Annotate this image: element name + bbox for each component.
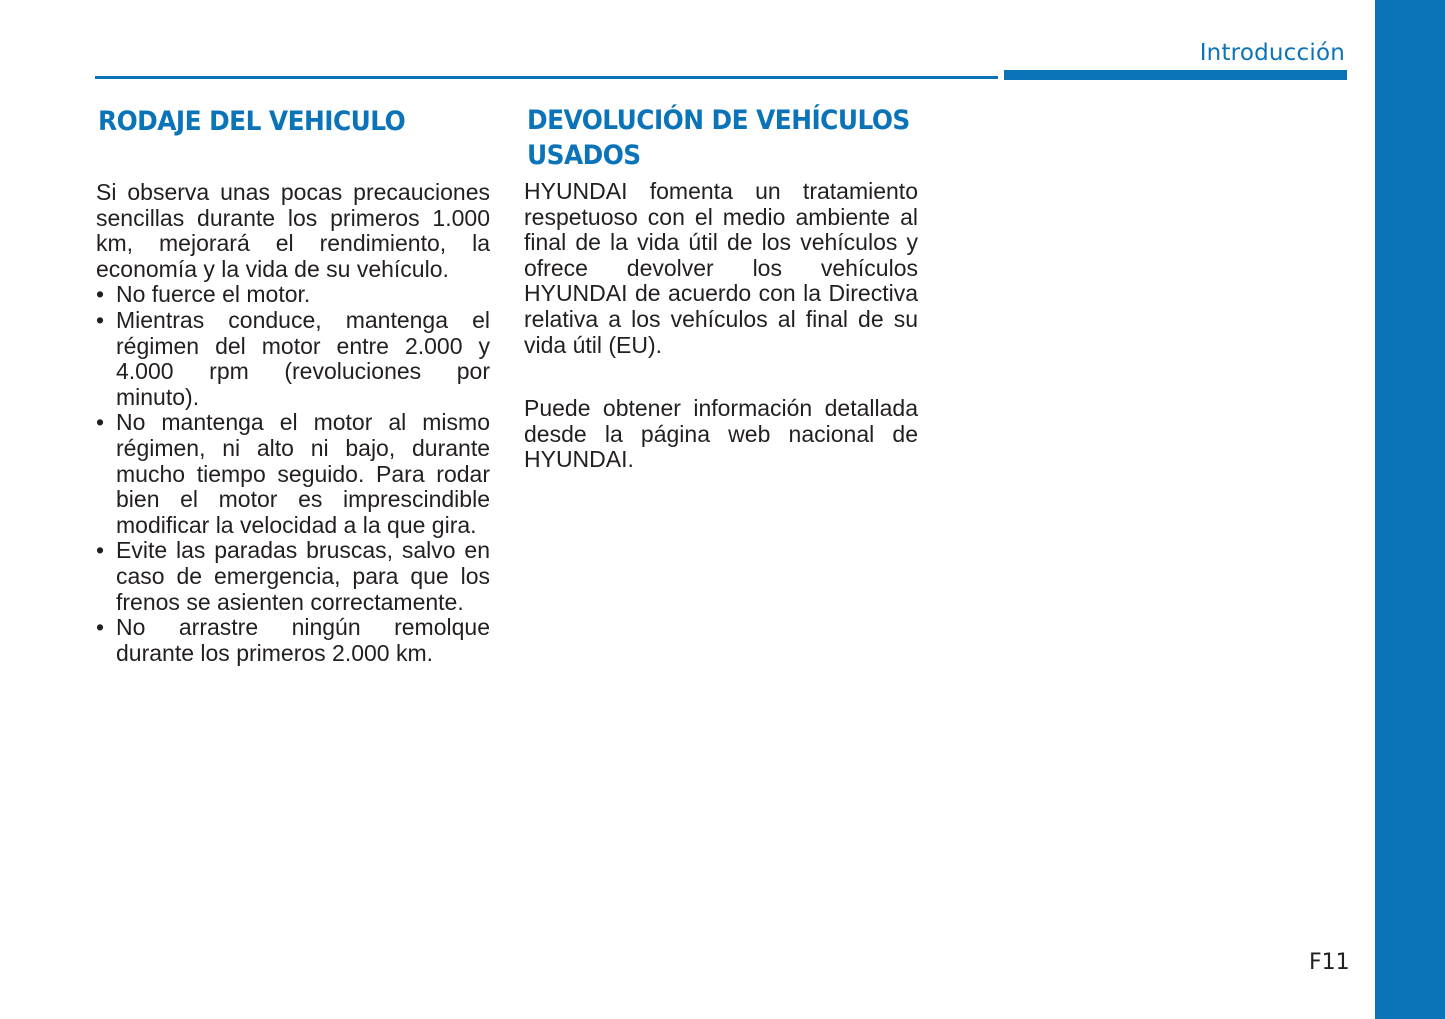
intro-paragraph: Si observa unas pocas precauciones sencillas durante los primeros 1.000 km, mejorará el rendimiento, la economía y la vida de su vehículo. [96,179,490,282]
bullet-icon: • [96,409,105,436]
right-column [524,179,918,473]
list-item-text: No fuerce el motor. [116,281,311,308]
left-column [96,180,490,666]
list-item-text: No mantenga el motor al mismo régimen, ni alto ni bajo, durante mucho tiempo seguido. Para rodar bien el motor es imprescindible modificar la velocidad a la que gira. [116,409,490,538]
bullet-icon: • [96,306,105,333]
bullet-icon: • [96,614,105,641]
list-item-text: Mientras conduce, mantenga el régimen del motor entre 2.000 y 4.000 rpm (revoluciones por minuto). [116,306,490,410]
list-item [96,282,490,308]
heading-vehicle-return: DEVOLUCIÓN DE VEHÍCULOS USADOS [527,105,910,171]
bullet-icon: • [96,281,105,308]
list-item [96,308,490,410]
return-paragraph: HYUNDAI fomenta un tratamiento respetuoso con el medio ambiente al final de la vida útil de los vehículos y ofrece devolver los vehículos HYUNDAI de acuerdo con la Directiva relativa a los vehículos al final de su vida útil (EU). [524,178,918,358]
section-title: Introducción [1199,40,1345,66]
precautions-list [96,282,490,666]
list-item [96,410,490,538]
list-item [96,538,490,615]
info-paragraph: Puede obtener información detallada desde la página web nacional de HYUNDAI. [524,395,918,473]
header-rule [95,76,998,79]
header-rule-accent [1004,70,1347,80]
bullet-icon: • [96,537,105,564]
list-item-text: No arrastre ningún remolque durante los primeros 2.000 km. [116,614,490,666]
list-item [96,615,490,666]
page-number: F11 [1309,950,1350,975]
side-color-band [1375,0,1445,1019]
heading-break-in: RODAJE DEL VEHICULO [98,106,406,137]
list-item-text: Evite las paradas bruscas, salvo en caso de emergencia, para que los frenos se asienten correctamente. [116,537,490,615]
